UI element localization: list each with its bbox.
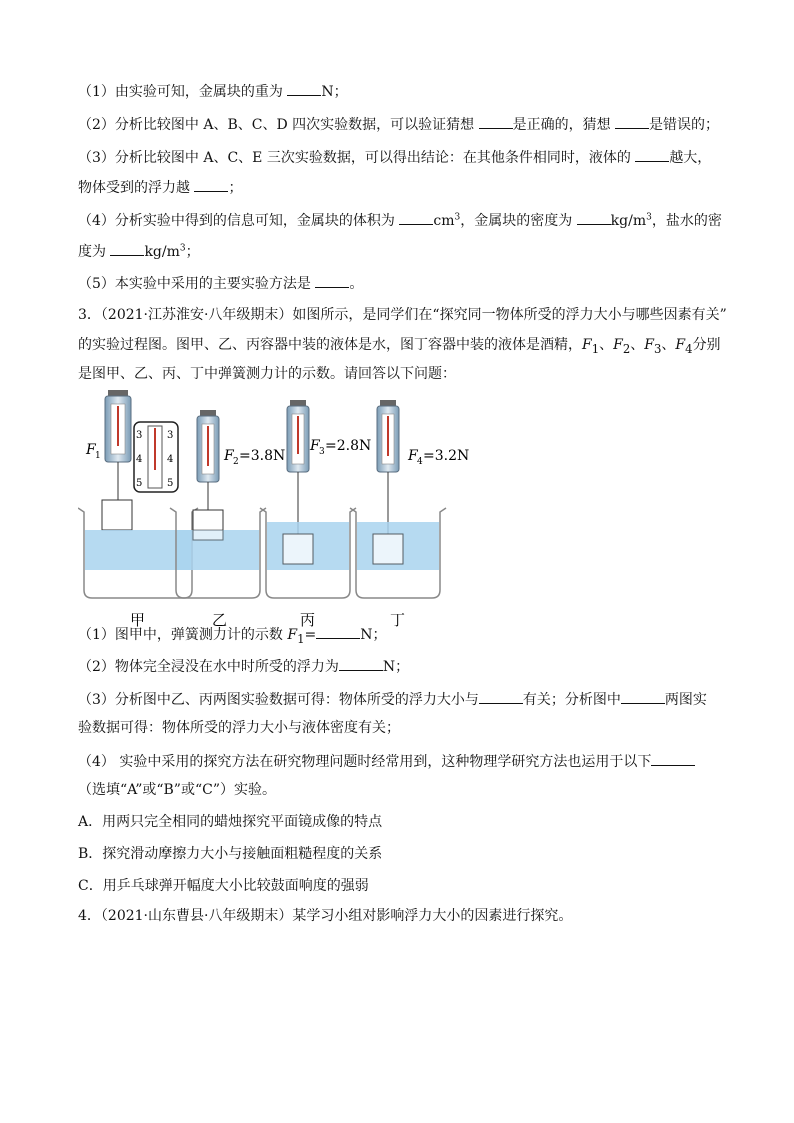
answer-blank[interactable] (287, 80, 321, 96)
q3-intro-line1: 3．（2021·江苏淮安·八年级期末）如图所示，是同学们在“探究同一物体所受的浮力大小与哪些因素有关” (78, 307, 727, 323)
svg-text:F: F (86, 442, 96, 458)
svg-text:F: F (310, 438, 320, 454)
svg-text:3: 3 (136, 430, 143, 441)
svg-text:丁: 丁 (390, 611, 406, 629)
q2-part4-cont: 度为 $kg/m^3$； (78, 240, 200, 262)
beaker-bing (260, 400, 371, 629)
q2-part5: （5）本实验中采用的主要实验方法是 。 (78, 272, 363, 294)
svg-text:=3.2N: =3.2N (423, 448, 470, 464)
q3-option-b: B．探究滑动摩擦力大小与接触面粗糙程度的关系 (78, 846, 383, 862)
answer-blank[interactable] (479, 113, 513, 129)
svg-text:2: 2 (233, 457, 239, 467)
svg-text:1: 1 (95, 451, 101, 461)
svg-text:F: F (224, 448, 234, 464)
answer-blank[interactable] (651, 750, 695, 766)
answer-blank[interactable] (479, 688, 523, 704)
q3-intro-line3: 是图甲、乙、丙、丁中弹簧测力计的示数。请回答以下问题： (78, 366, 456, 382)
magnified-scale (134, 422, 178, 492)
svg-text:5: 5 (136, 478, 143, 489)
svg-text:5: 5 (167, 478, 174, 489)
q3-sub3: （3）分析图中乙、丙两图实验数据可得：物体所受的浮力大小与 有关；分析图中 两图实 (78, 688, 707, 710)
q2-part3: （3）分析比较图中 A、C、E 三次实验数据，可以得出结论：在其他条件相同时，液体的 越大， (78, 146, 711, 168)
svg-text:4: 4 (136, 454, 143, 465)
svg-text:F: F (408, 448, 418, 464)
q3-sub3-cont: 验数据可得：物体所受的浮力大小与液体密度有关； (78, 720, 400, 736)
q2-part4: （4）分析实验中得到的信息可知，金属块的体积为 $cm^3$，金属块的密度为 $kg/m^3$，盐水的密 (78, 209, 722, 231)
answer-blank[interactable] (621, 688, 665, 704)
beaker-ding (350, 400, 469, 629)
answer-blank[interactable] (615, 113, 649, 129)
q3-sub4: （4） 实验中采用的探究方法在研究物理问题时经常用到，这种物理学研究方法也运用于以下 (78, 750, 695, 772)
q3-sub2: （2）物体完全浸没在水中时所受的浮力为 N； (78, 655, 409, 677)
svg-text:乙: 乙 (212, 611, 228, 629)
answer-blank[interactable] (315, 272, 349, 288)
q2-part1: （1）由实验可知，金属块的重为 N； (78, 80, 348, 102)
answer-blank[interactable] (110, 240, 144, 256)
answer-blank[interactable] (577, 209, 611, 225)
q3-sub4-cont: （选填“A”或“B”或“C”）实验。 (78, 782, 276, 798)
svg-text:=2.8N: =2.8N (325, 438, 372, 454)
q2-part3-cont: 物体受到的浮力越 ； (78, 176, 242, 198)
svg-text:4: 4 (417, 457, 423, 467)
svg-text:4: 4 (167, 454, 174, 465)
answer-blank[interactable] (194, 176, 228, 192)
q2-part2: （2）分析比较图中 A、B、C、D 四次实验数据，可以验证猜想 是正确的，猜想 是错误的； (78, 113, 719, 135)
beaker-name: 甲 (130, 611, 146, 629)
svg-text:丙: 丙 (300, 611, 316, 629)
q3-option-a: A．用两只完全相同的蜡烛探究平面镜成像的特点 (78, 814, 383, 830)
svg-text:3: 3 (319, 447, 325, 457)
experiment-figure (78, 390, 478, 630)
q3-option-c: C．用乒乓球弹开幅度大小比较鼓面响度的强弱 (78, 878, 369, 894)
answer-blank[interactable] (399, 209, 433, 225)
q3-intro-line2: 的实验过程图。图甲、乙、丙容器中装的液体是水，图丁容器中装的液体是酒精，$F_1$、$F_2$、$F_3$、$F_4$分别 (78, 337, 721, 356)
svg-text:3: 3 (167, 430, 174, 441)
answer-blank[interactable] (635, 146, 669, 162)
question-4-intro: 4．（2021·山东曹县·八年级期末）某学习小组对影响浮力大小的因素进行探究。 (78, 908, 573, 924)
answer-blank[interactable] (339, 655, 383, 671)
q3-sub1: （1）图甲中，弹簧测力计的示数 $F_1= N$； (78, 623, 386, 649)
svg-text:=3.8N: =3.8N (239, 448, 286, 464)
answer-blank[interactable] (316, 623, 360, 639)
